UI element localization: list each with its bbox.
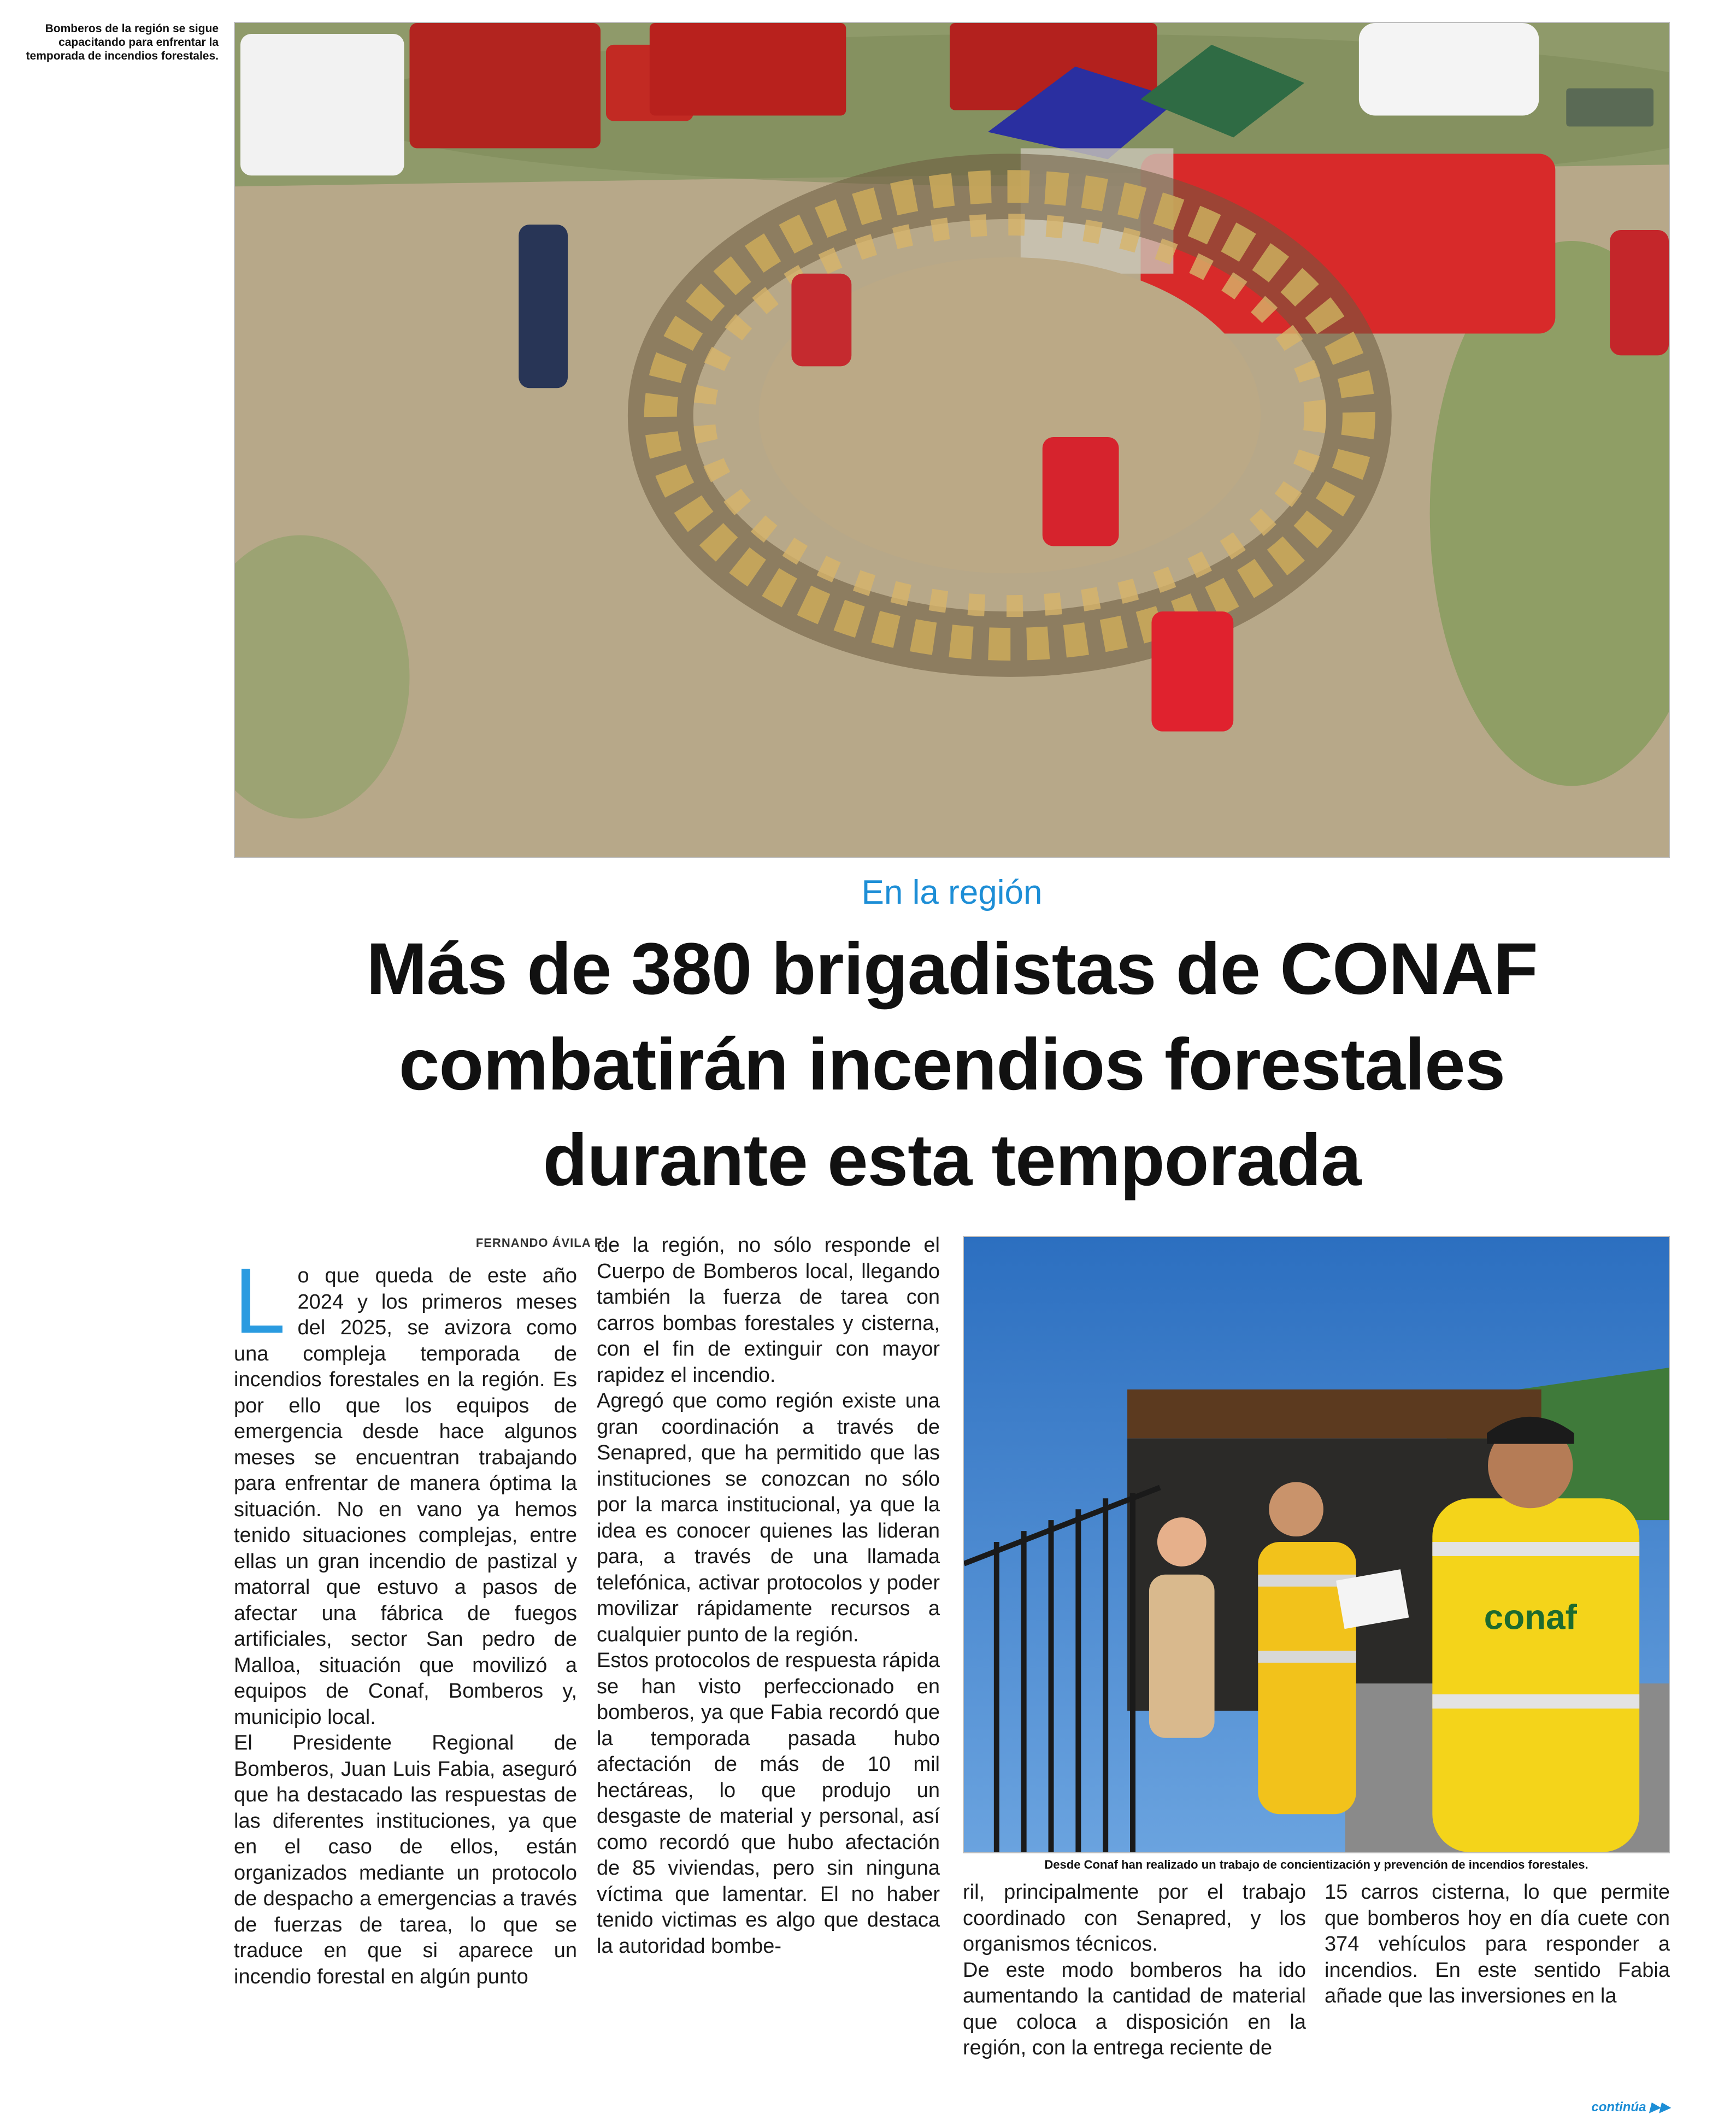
article-column-4 bbox=[1325, 1880, 1670, 2010]
continue-marker[interactable]: continúa ▶▶ bbox=[1591, 2100, 1670, 2115]
paragraph: ril, principalmente por el trabajo coordinado con Senapred, y los organismos técnicos. bbox=[963, 1881, 1306, 1956]
dropcap: L bbox=[234, 1249, 286, 1353]
article-kicker: En la región bbox=[861, 874, 1043, 911]
article-column-1 bbox=[234, 1249, 577, 1990]
article-column-3 bbox=[963, 1880, 1306, 2062]
article-byline: FERNANDO ÁVILA F. bbox=[475, 1236, 605, 1250]
top-photo-caption: Bomberos de la región se sigue capacitando para enfrentar la temporada de incendios forestales. bbox=[26, 22, 219, 62]
firefighters-aerial-illustration bbox=[235, 23, 1669, 857]
headline-line-3: durante esta temporada bbox=[543, 1120, 1361, 1201]
paragraph: El Presidente Regional de Bomberos, Juan Luis Fabia, aseguró que ha destacado las respuestas de las diferentes instituciones, ya que en el caso de ellos, están organizados mediante un protocolo de despacho a emergencias a través de fuerzas de tarea, lo que se traduce en que si aparece un incendio forestal en algún punto bbox=[234, 1732, 577, 1988]
paragraph bbox=[234, 1249, 577, 1730]
paragraph-text: o que queda de este año 2024 y los primeros meses del 2025, se avizora como una compleja temporada de incendios forestales en la región. Es por ello que los equipos de emergencia desde hace algunos meses se encuentran trabajando para enfrentar de manera óptima la situación. No en vano ya hemos tenido situaciones complejas, entre ellas un gran incendio de pastizal y matorral que estuvo a pasos de afectar una fábrica de fuegos artificiales, sector San pedro de Malloa, situación que movilizó a equipos de Conaf, Bomberos y, municipio local. bbox=[234, 1264, 577, 1729]
paragraph: Agregó que como región existe una gran coordinación a través de Senapred, que ha permitido que las instituciones se conozcan no sólo por la marca institucional, ya que la idea es conocer quienes las lideran para, a través de una llamada telefónica, activar protocolos y poder movilizar rápidamente recursos a cualquier punto de la región. bbox=[597, 1389, 940, 1646]
conaf-prevention-photo bbox=[963, 1236, 1670, 1853]
paragraph: Estos protocolos de respuesta rápida se han visto perfeccionado en bomberos, ya que Fabia recordó que la temporada pasada hubo afectación de más de 10 mil hectáreas, lo que produjo un desgaste de material y personal, así como recordó que hubo afectación de 85 viviendas, pero sin ninguna víctima que lamentar. El no haber tenido victimas es algo que destaca la autoridad bombe- bbox=[597, 1649, 940, 1958]
paragraph: de la región, no sólo responde el Cuerpo de Bomberos local, llegando también la fuerza de tarea con carros bombas forestales y cisterna, con el fin de extinguir con mayor rapidez el incendio. bbox=[597, 1234, 940, 1387]
firefighters-aerial-photo bbox=[234, 22, 1670, 858]
article-column-2 bbox=[597, 1233, 940, 1959]
paragraph: De este modo bomberos ha ido aumentando la cantidad de material que coloca a disposición en la región, con la entrega reciente de bbox=[963, 1958, 1306, 2059]
conaf-prevention-illustration bbox=[964, 1237, 1669, 1852]
headline-line-2: combatirán incendios forestales bbox=[398, 1024, 1505, 1105]
paragraph: 15 carros cisterna, lo que permite que bomberos hoy en día cuete con 374 vehículos para responder a incendios. En este sentido Fabia añade que las inversiones en la bbox=[1325, 1881, 1670, 2007]
conaf-jacket-logo: conaf bbox=[1484, 1597, 1577, 1637]
side-photo-caption: Desde Conaf han realizado un trabajo de concientización y prevención de incendios forestales. bbox=[1044, 1858, 1588, 1871]
article-headline bbox=[234, 921, 1670, 1208]
headline-line-1: Más de 380 brigadistas de CONAF bbox=[366, 928, 1538, 1010]
